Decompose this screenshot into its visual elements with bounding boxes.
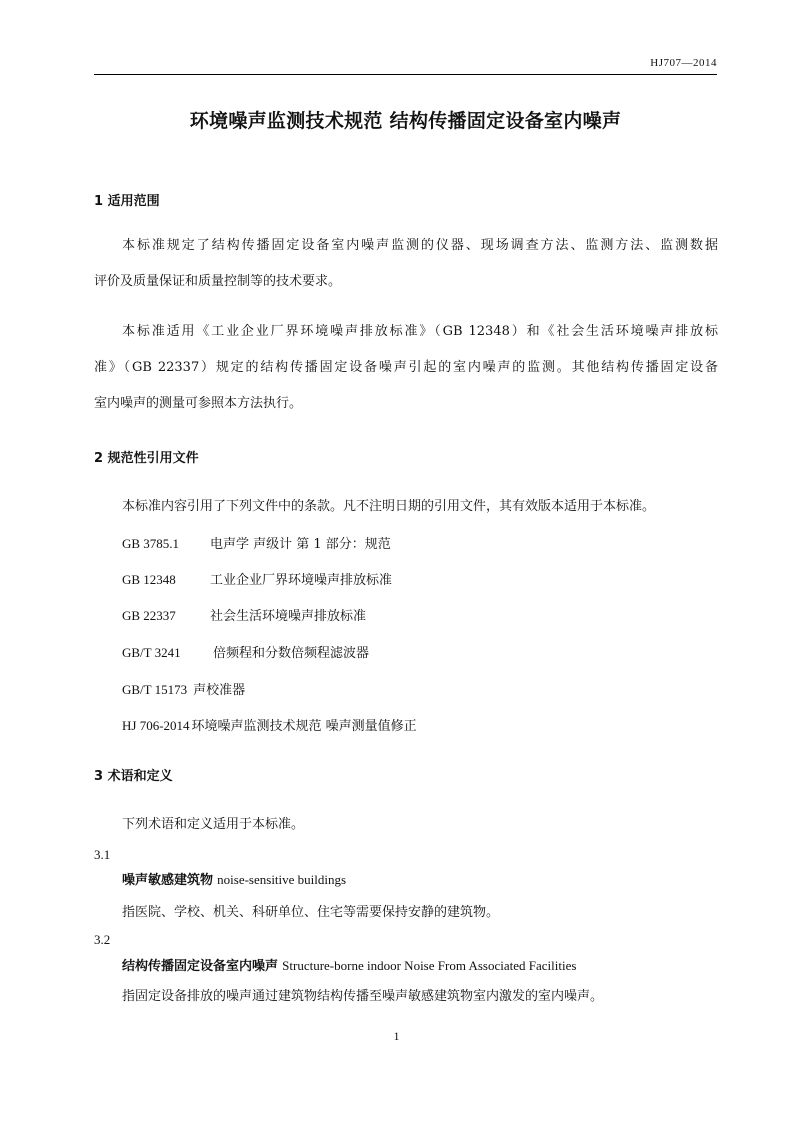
reference-title: 声校准器 [193,683,246,698]
term-entry [122,955,576,974]
term-number: 3.1 [94,847,111,862]
term-number: 3.2 [94,932,111,947]
reference-item [122,533,391,552]
reference-code: HJ 706-2014 [122,718,190,733]
section-1-heading: 1 适用范围 [94,194,160,209]
paragraph-line: 准》（GB 22337）规定的结构传播固定设备噪声引起的室内噪声的监测。其他结构传播固定设备 [94,360,718,375]
paragraph-line: 本标准适用《工业企业厂界环境噪声排放标准》（GB 12348）和《社会生活环境噪声排放标 [122,324,718,339]
page-number: 1 [393,1029,400,1043]
header-rule [94,74,717,75]
reference-title: 环境噪声监测技术规范 噪声测量值修正 [191,719,417,734]
reference-code: GB 12348 [122,572,176,587]
reference-item [122,569,392,588]
reference-item [122,642,369,661]
reference-title: 电声学 声级计 第 1 部分：规范 [210,537,391,552]
reference-item [122,679,245,698]
term-name-zh: 结构传播固定设备室内噪声 [122,959,279,974]
reference-title: 倍频程和分数倍频程滤波器 [213,646,370,661]
term-entry [122,869,346,888]
reference-code: GB 22337 [122,608,176,623]
paragraph-line: 本标准规定了结构传播固定设备室内噪声监测的仪器、现场调查方法、监测方法、监测数据 [122,238,718,253]
term-definition: 指固定设备排放的噪声通过建筑物结构传播至噪声敏感建筑物室内激发的室内噪声。 [122,989,604,1004]
reference-item [122,715,417,734]
reference-code: GB 3785.1 [122,536,180,551]
reference-code: GB/T 15173 [122,682,188,697]
term-name-zh: 噪声敏感建筑物 [122,873,214,888]
reference-title: 工业企业厂界环境噪声排放标准 [210,573,393,588]
section-2-intro: 本标准内容引用了下列文件中的条款。凡不注明日期的引用文件，其有效版本适用于本标准。 [122,499,656,514]
term-name-en: Structure-borne indoor Noise From Associated Facilities [282,958,577,973]
reference-item [122,605,366,624]
section-2-heading: 2 规范性引用文件 [94,451,199,466]
reference-title: 社会生活环境噪声排放标准 [210,609,367,624]
section-3-intro: 下列术语和定义适用于本标准。 [122,817,305,832]
standard-code: HJ707—2014 [650,57,717,69]
paragraph-line: 室内噪声的测量可参照本方法执行。 [94,396,303,411]
term-definition: 指医院、学校、机关、科研单位、住宅等需要保持安静的建筑物。 [122,905,500,920]
section-3-heading: 3 术语和定义 [94,769,173,784]
reference-code: GB/T 3241 [122,645,181,660]
term-name-en: noise-sensitive buildings [217,872,347,887]
paragraph-line: 评价及质量保证和质量控制等的技术要求。 [94,274,342,289]
section-1-paragraph-1 [94,228,718,300]
section-1-paragraph-2 [94,314,718,422]
document-title: 环境噪声监测技术规范 结构传播固定设备室内噪声 [189,110,622,132]
